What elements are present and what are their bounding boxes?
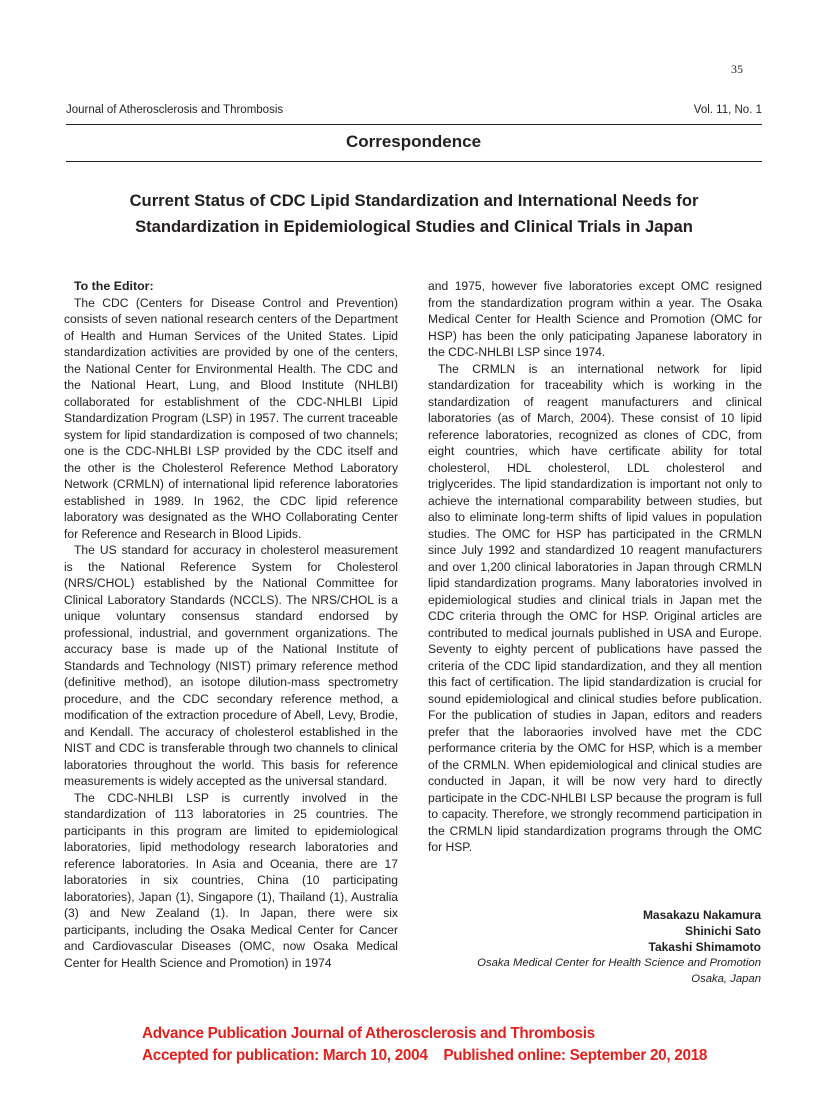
volume-issue: Vol. 11, No. 1 [693,104,762,116]
author-name: Shinichi Sato [684,924,761,938]
header-rule [66,124,762,125]
author-name: Takashi Shimamoto [648,940,761,954]
author-affiliation: Osaka Medical Center for Health Science and Promotion [477,957,761,969]
paragraph: The US standard for accuracy in cholesterol measurement is the National Reference System for Cholesterol (NRS/CHOL) established by the National Committee for Clinical Laboratory Standards (NCCLS). The NRS/CHOL is a unique voluntary consensus standard endorsed by professional, industrial, and government organizations. The accuracy base is made up of the National Institute of Standards and Technology (NIST) primary reference method (definitive method), an isotope dilution-mass spectrometry procedure, and the CDC secondary reference method, a modification of the extraction procedure of Abell, Levy, Brodie, and Kendall. The accuracy of cholesterol established in the NIST and CDC is transferable through two channels to clinical laboratories throughout the world. This basis for reference measurements is widely accepted as the universal standard. [64,543,398,788]
publication-notice [142,1023,707,1067]
salutation: To the Editor: [74,279,154,293]
page-number: 35 [731,62,743,76]
article-title: Current Status of CDC Lipid Standardization and International Needs for Standardization in Epidemiological Studies and Clinical Trials in Japan [129,191,699,236]
section-rule [66,161,762,162]
paragraph: The CRMLN is an international network for lipid standardization for traceability which is working in the standardization of reagent manufacturers and clinical laboratories (as of March, 2004). These consist of 10 lipid reference laboratories, recognized as clones of CDC, from eight countries, which have certificate ability for total cholesterol, HDL cholesterol, LDL cholesterol and triglycerides. The lipid standardization is important not only to achieve the international comparability between studies, but also to eliminate long-term shifts of lipid values in population studies. The OMC for HSP has participated in the CRMLN since July 1992 and standardized 10 reagent manufacturers and over 1,200 clinical laboratories in Japan through CRMLN lipid standardization programs. Many laboratories involved in epidemiological studies and clinical trials in Japan met the CDC criteria through the OMC for HSP. Original articles are contributed to medical journals published in USA and Europe. Seventy to eighty percent of publications have passed the criteria of the CDC lipid standardization, and they all mention this fact of certification. The lipid standardization is crucial for sound epidemiological and clinical studies before publication. For the publication of studies in Japan, editors and readers prefer that the laboraories involved have met the CDC performance criteria by the OMC for HSP, which is a member of the CRMLN. When epidemiological and clinical studies are conducted in Japan, it will be now very hard to directly participate in the CDC-NHLBI LSP because the program is full to capacity. Therefore, we strongly recommend participation in the CRMLN lipid standardization programs through the OMC for HSP. [428,361,762,854]
signature-block [421,907,761,987]
left-column [64,278,398,971]
paragraph: The CDC (Centers for Disease Control and Prevention) consists of seven national research centers of the Department of Health and Human Services of the United States. Lipid standardization activities are provided by one of the centers, the National Center for Environmental Health. The CDC and the National Heart, Lung, and Blood Institute (NHLBI) collaborated for establishment of the CDC-NHLBI Lipid Standardization Program (LSP) in 1957. The current traceable system for lipid standardization is composed of two channels; one is the CDC-NHLBI LSP provided by the CDC itself and the other is the Cholesterol Reference Method Laboratory Network (CRMLN) of international lipid reference laboratories established in 1989. In 1962, the CDC lipid reference laboratory was designated as the WHO Collaborating Center for Reference and Research in Blood Lipids. [64,295,398,541]
notice-line-1: Advance Publication Journal of Atherosclerosis and Thrombosis [142,1025,595,1042]
paragraph: The CDC-NHLBI LSP is currently involved in the standardization of 113 laboratories in 25 countries. The participants in this program are limited to epidemiological laboratories, lipid methodology research laboratories and reference laboratories. In Asia and Oceania, there are 17 laboratories in six countries, China (10 participating laboratories), Japan (1), Singapore (1), Thailand (1), Australia (3) and New Zealand (1). In Japan, there were six participants, including the Osaka Medical Center for Cancer and Cardiovascular Diseases (OMC, now Osaka Medical Center for Health Science and Promotion) in 1974 [64,790,398,970]
paragraph: and 1975, however five laboratories except OMC resigned from the standardization program within a year. The Osaka Medical Center for Health Science and Promotion (OMC for HSP) has been the only paticipating Japanese laboratory in the CDC-NHLBI LSP since 1974. [428,279,762,359]
author-location: Osaka, Japan [691,973,761,985]
running-head [66,104,762,116]
notice-line-2: Accepted for publication: March 10, 2004 Published online: September 20, 2018 [142,1047,708,1064]
section-label: Correspondence [345,132,482,151]
right-column [428,278,762,856]
journal-name: Journal of Atherosclerosis and Thrombosis [66,104,284,116]
author-name: Masakazu Nakamura [642,908,761,922]
